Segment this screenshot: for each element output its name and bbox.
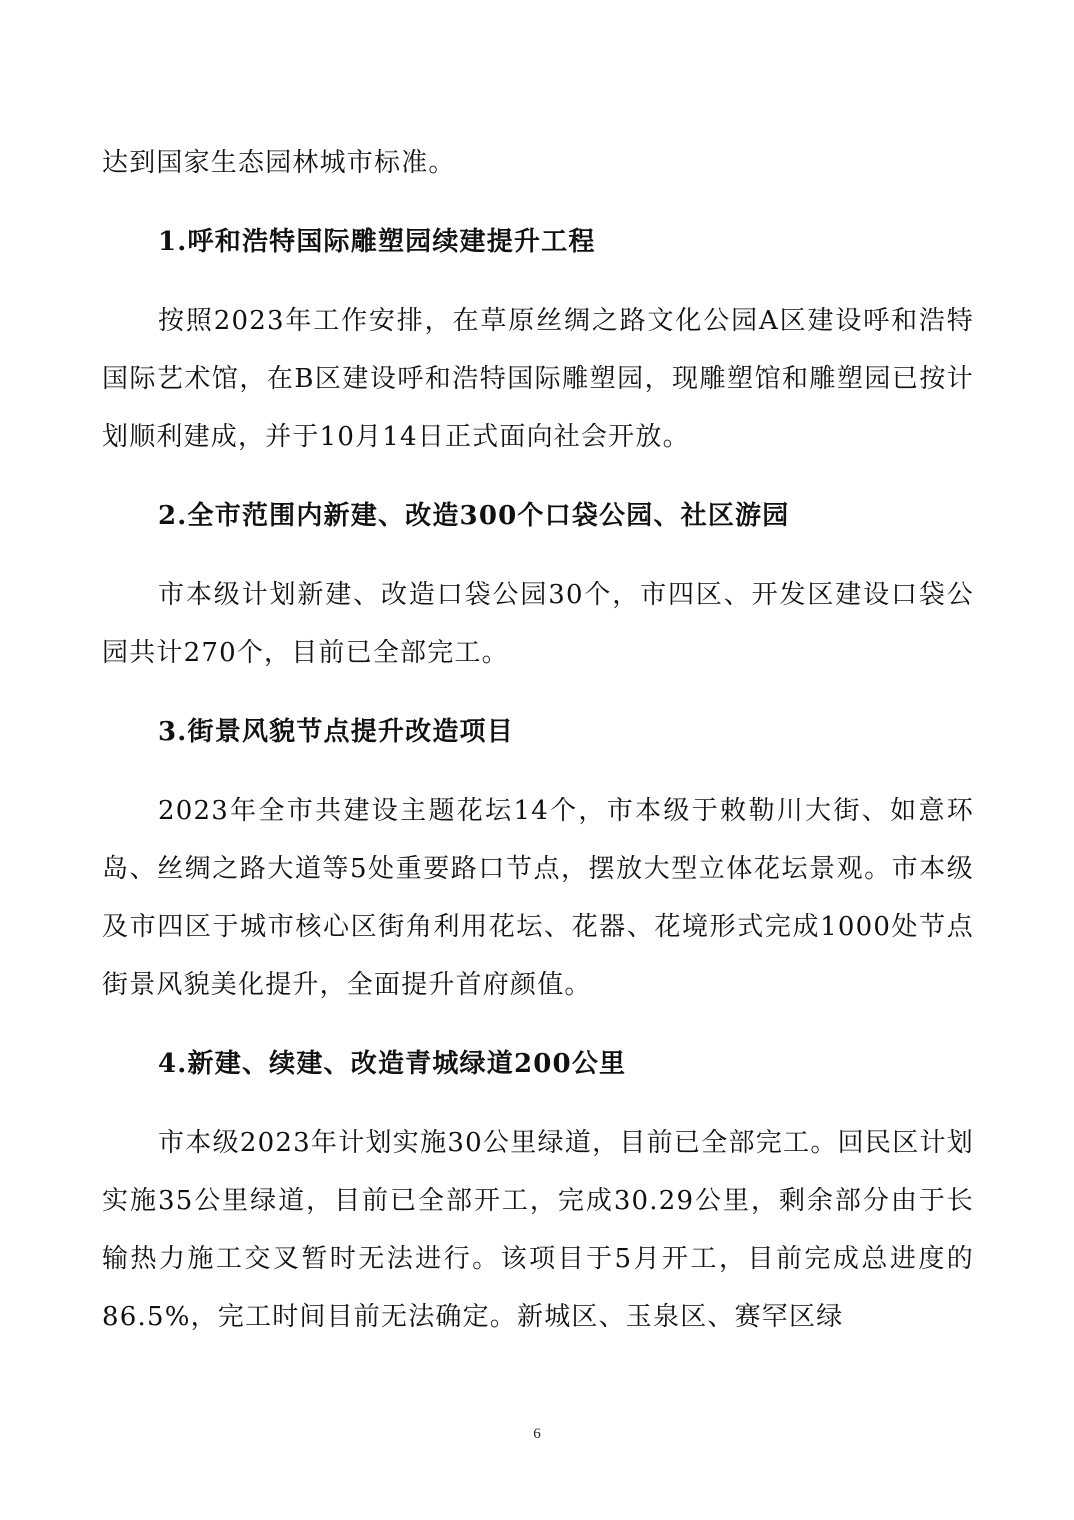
section-heading-2: 2.全市范围内新建、改造300个口袋公园、社区游园 — [158, 501, 790, 531]
paragraph-section-1: 按照2023年工作安排，在草原丝绸之路文化公园A区建设呼和浩特国际艺术馆，在B区建设呼和浩特国际雕塑园，现雕塑馆和雕塑园已按计划顺利建成，并于10月14日正式面向社会开放。 — [102, 306, 974, 452]
page-body — [102, 134, 974, 1346]
page-number: 6 — [533, 1426, 541, 1442]
section-heading-3: 3.街景风貌节点提升改造项目 — [158, 717, 514, 747]
paragraph-section-3: 2023年全市共建设主题花坛14个，市本级于敕勒川大街、如意环岛、丝绸之路大道等5处重要路口节点，摆放大型立体花坛景观。市本级及市四区于城市核心区街角利用花坛、花器、花境形式完成1000处节点街景风貌美化提升，全面提升首府颜值。 — [102, 796, 974, 1000]
section-heading-4: 4.新建、续建、改造青城绿道200公里 — [158, 1049, 627, 1079]
paragraph-section-2: 市本级计划新建、改造口袋公园30个，市四区、开发区建设口袋公园共计270个，目前已全部完工。 — [102, 580, 974, 668]
section-heading-1: 1.呼和浩特国际雕塑园续建提升工程 — [158, 227, 596, 257]
paragraph-continuation: 达到国家生态园林城市标准。 — [102, 148, 456, 178]
paragraph-section-4: 市本级2023年计划实施30公里绿道，目前已全部完工。回民区计划实施35公里绿道，目前已全部开工，完成30.29公里，剩余部分由于长输热力施工交叉暂时无法进行。该项目于5月开工，目前完成总进度的86.5%，完工时间目前无法确定。新城区、玉泉区、赛罕区绿 — [102, 1128, 974, 1332]
